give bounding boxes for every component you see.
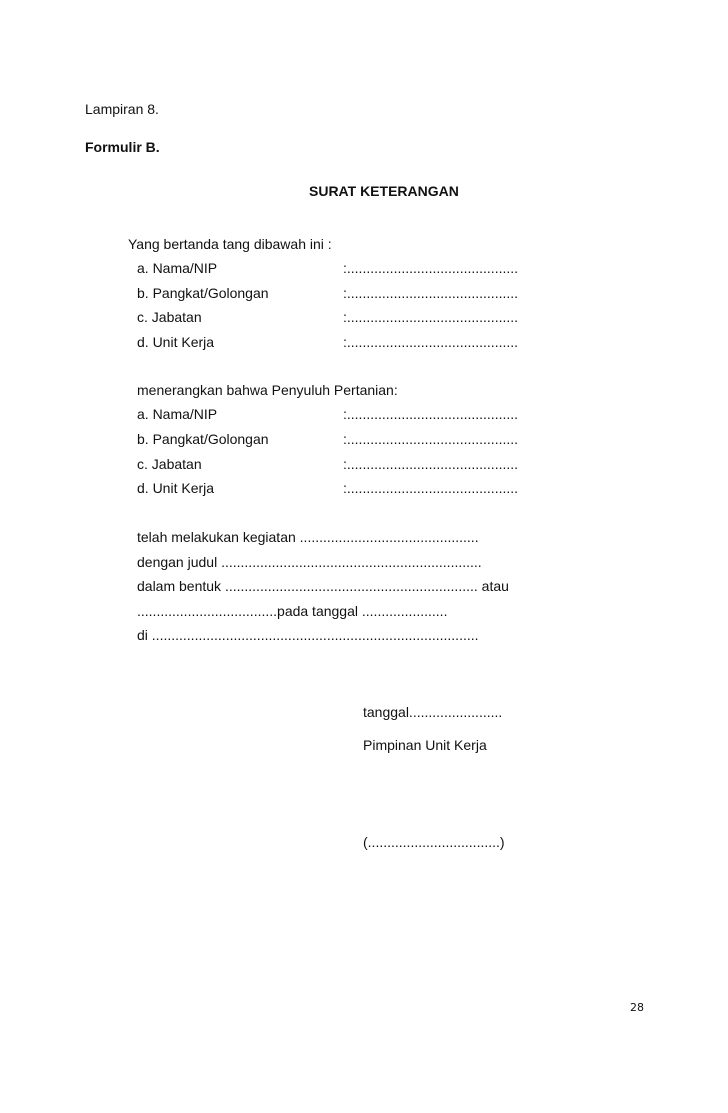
field-label: d. Unit Kerja (137, 334, 215, 350)
page-number: 28 (630, 1001, 644, 1014)
signature-name: (..................................) (363, 834, 505, 850)
document-title: SURAT KETERANGAN (309, 183, 459, 199)
field-label: b. Pangkat/Golongan (137, 285, 269, 301)
field-value: :............................................ (343, 480, 519, 496)
activity-line: di .................................................................................... (137, 627, 479, 643)
field-value: :............................................ (343, 406, 519, 422)
field-label: a. Nama/NIP (137, 406, 218, 422)
activity-line: dengan judul ................................................................... (137, 554, 482, 570)
field-value: :............................................ (343, 260, 519, 276)
field-value: :............................................ (343, 309, 519, 325)
field-value: :............................................ (343, 431, 519, 447)
statement-text: menerangkan bahwa Penyuluh Pertanian: (137, 382, 398, 398)
activity-line: telah melakukan kegiatan .............................................. (137, 529, 479, 545)
field-label: b. Pangkat/Golongan (137, 431, 269, 447)
field-value: :............................................ (343, 334, 519, 350)
signature-position: Pimpinan Unit Kerja (363, 737, 487, 753)
activity-line: ....................................pada tanggal ...................... (137, 603, 448, 619)
field-value: :............................................ (343, 456, 519, 472)
field-label: a. Nama/NIP (137, 260, 218, 276)
activity-line: dalam bentuk ................................................................. atau (137, 578, 509, 594)
field-label: c. Jabatan (137, 456, 202, 472)
field-value: :............................................ (343, 285, 519, 301)
field-label: c. Jabatan (137, 309, 202, 325)
intro-text: Yang bertanda tang dibawah ini : (128, 236, 332, 252)
attachment-label: Lampiran 8. (85, 101, 159, 117)
field-label: d. Unit Kerja (137, 480, 215, 496)
signature-date: tanggal........................ (363, 704, 503, 720)
form-label: Formulir B. (85, 139, 160, 155)
